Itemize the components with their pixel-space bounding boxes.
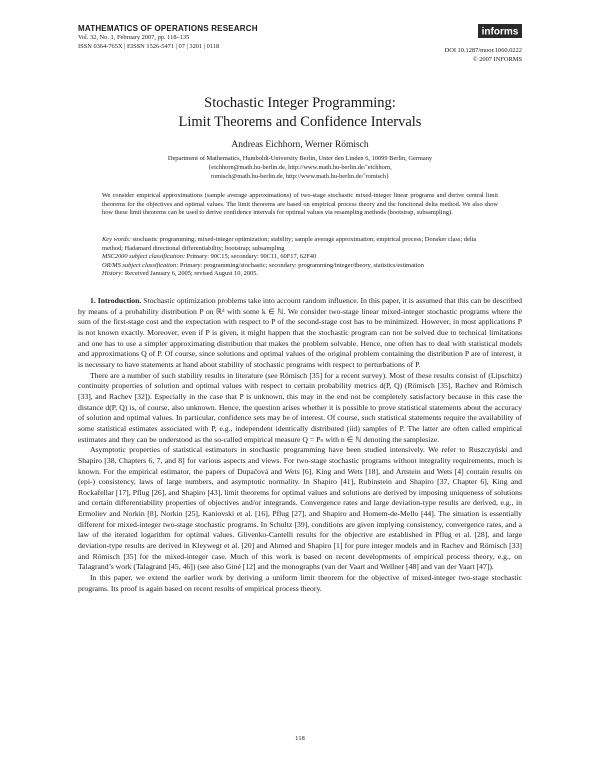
- meta-value: Primary: programming/stochastic; secondary: programming/integer/theory, statistics/estimation: [178, 261, 424, 269]
- title-line-2: Limit Theorems and Confidence Intervals: [178, 114, 422, 130]
- title-line-1: Stochastic Integer Programming:: [204, 95, 396, 111]
- keywords-block: [102, 236, 498, 279]
- page-number: 118: [295, 735, 305, 742]
- paragraph-text: Stochastic optimization problems take into account random influence. In this paper, it is assumed that this can be described by means of a probability distribution P on ℝᵈ with some k ∈ ℕ. We consider two-stage linear mixed-integer stochastic programs where the sum of the first-stage cost and the expectation with respect to P of the second-stage cost has to be minimized. However, in most applications P is not known exactly. Moreover, even if P is given, it might happen that the stochastic program can not be solved due to technical limitations and one has to use a simpler approximating distribution that makes the problem solvable. Hence, one often has to deal with statistical models and approximations Q of P. Of course, since solutions and optimal values of the original problem containing the distribution P are of interest, it is necessary to have statements at hand about stability of stochastic programs with respect to perturbations of P.: [78, 296, 522, 369]
- meta-key: MSC2000 subject classification:: [102, 253, 186, 261]
- meta-key: Key words:: [102, 236, 132, 243]
- affiliation-line: Department of Mathematics, Humboldt-University Berlin, Unter den Linden 6, 10099 Berlin, Germany: [167, 155, 433, 162]
- section-heading: 1. Introduction.: [90, 296, 142, 305]
- intro-paragraph-4: In this paper, we extend the earlier work by deriving a uniform limit theorem for the objective of mixed-integer two-stage stochastic programs. Its proof is again based on recent results of empirical process theory.: [78, 573, 522, 593]
- intro-paragraph-2: There are a number of such stability results in literature (see Römisch [35] for a recent survey). Most of these results consist of (Lipschitz) continuity properties of solution and optimal values with respect to certain probability metrics d(P, Q) (Römisch [35], Rachev and Römisch [33], and Rachev [32]). Especially in the case that P is unknown, this may in the end not be completely satisfactory because in this case the distance d(P, Q) is, of course, also unknown. Hence, the question arises whether it is possible to prove statistical statements about the accuracy of solution and optimal values. In particular, confidence sets may be of interest. Of course, such statistical statements require the availability of some statistical estimates associated with P, e.g., independent identically distributed (iid) samples of P. The latter are often called empirical estimates and they can be understood as the so-called empirical measure Q = Pₙ with n ∈ ℕ denoting the samplesize.: [78, 370, 522, 444]
- doi-block: [445, 46, 522, 64]
- meta-key: History:: [102, 270, 124, 278]
- meta-key: OR/MS subject classification:: [102, 261, 179, 269]
- orms-classification: [102, 262, 498, 271]
- paper-title: [78, 94, 522, 132]
- meta-value: Primary: 90C15; secondary: 90C11, 60F17, 62F40: [185, 253, 317, 261]
- intro-paragraph-3: Asymptotic properties of statistical estimators in stochastic programming have been studied intensively. We refer to Ruszczyński and Shapiro [38, Chapters 6, 7, and 8] for various aspects and views. For two-stage stochastic programs without integrality requirements, much is known. For the empirical estimator, the papers of Dupačová and Wets [6], King and Wets [18], and Artstein and Wets [4] contain results on (epi-) consistency, laws of large numbers, and asymptotic normality. In Shapiro [41], Rubinstein and Shapiro [37, Chapter 6], King and Rockafellar [17], Pflug [26], and Shapiro [43], limit theorems for optimal values and solutions are derived by imposing uniqueness of solutions and certain differentiability properties of objectives and/or integrands. Convergence rates and large deviation-type results are derived, e.g., in Ermoliev and Norkin [8], Norkin [25], Kaniovski et al. [16], Pflug [27], and Shapiro and Homem-de-Mello [44]. The situation is essentially different for mixed-integer two-stage stochastic programs. In Schultz [39], conditions are given implying consistency, convergence rates, and a law of the iterated logarithm for optimal values. Glivenko-Cantelli results for the objective are established in Pflug et al. [28], and large deviation-type results are derived in Kleywegt et al. [20] and Ahmed and Shapiro [1] for pure integer models and in Rachev and Römisch [33] and Römisch [35] for the mixed-integer case. Much of this work is based on recent developments of empirical process theory, e.g., on Talagrand’s work (Talagrand [45, 46]) (see also Giné [12] and the monographs (van der Vaart and Wellner [48] and van der Vaart [47]).: [78, 445, 522, 572]
- affiliation: [78, 155, 522, 181]
- journal-header: [78, 24, 418, 51]
- contact-line[interactable]: romisch@math.hu-berlin.de, http://www.math.hu-berlin.de/˜romisch}: [210, 172, 390, 180]
- intro-paragraph-1: [78, 296, 522, 371]
- volume-line: Vol. 32, No. 1, February 2007, pp. 118–135: [78, 34, 190, 41]
- msc-classification: [102, 253, 498, 262]
- doi[interactable]: DOI 10.1287/moor.1060.0222: [444, 47, 522, 54]
- issn-line: ISSN 0364-765X | EISSN 1526-5471 | 07 | 3201 | 0118: [78, 43, 220, 50]
- logo-text: informs: [481, 26, 519, 38]
- authors: Andreas Eichhorn, Werner Römisch: [231, 140, 369, 150]
- abstract: We consider empirical approximations (sample average approximations) of two-stage stochastic mixed-integer linear programs and derive central limit theorems for the objectives and optimal values. The limit theorems are based on empirical process theory and the functional delta method. We also show how these limit theorems can be used to derive confidence intervals for optimal values via resampling methods (bootstrap, subsampling).: [102, 192, 498, 217]
- informs-logo: [478, 24, 522, 38]
- journal-name: MATHEMATICS OF OPERATIONS RESEARCH: [78, 24, 258, 33]
- contact-line[interactable]: {eichhorn@math.hu-berlin.de, http://www.math.hu-berlin.de/˜eichhorn,: [208, 163, 392, 171]
- meta-value: stochastic programming; mixed-integer optimization; stability; sample average approximation; empirical process; Donsker class; delta method; Hadamard directional differentiability; bootstrap; subsampling: [102, 236, 477, 252]
- history: [102, 270, 498, 279]
- copyright: © 2007 INFORMS: [472, 56, 522, 63]
- meta-value: Received January 6, 2005; revised August 10, 2005.: [123, 270, 259, 278]
- introduction-section: [78, 296, 522, 594]
- key-words: [102, 236, 498, 253]
